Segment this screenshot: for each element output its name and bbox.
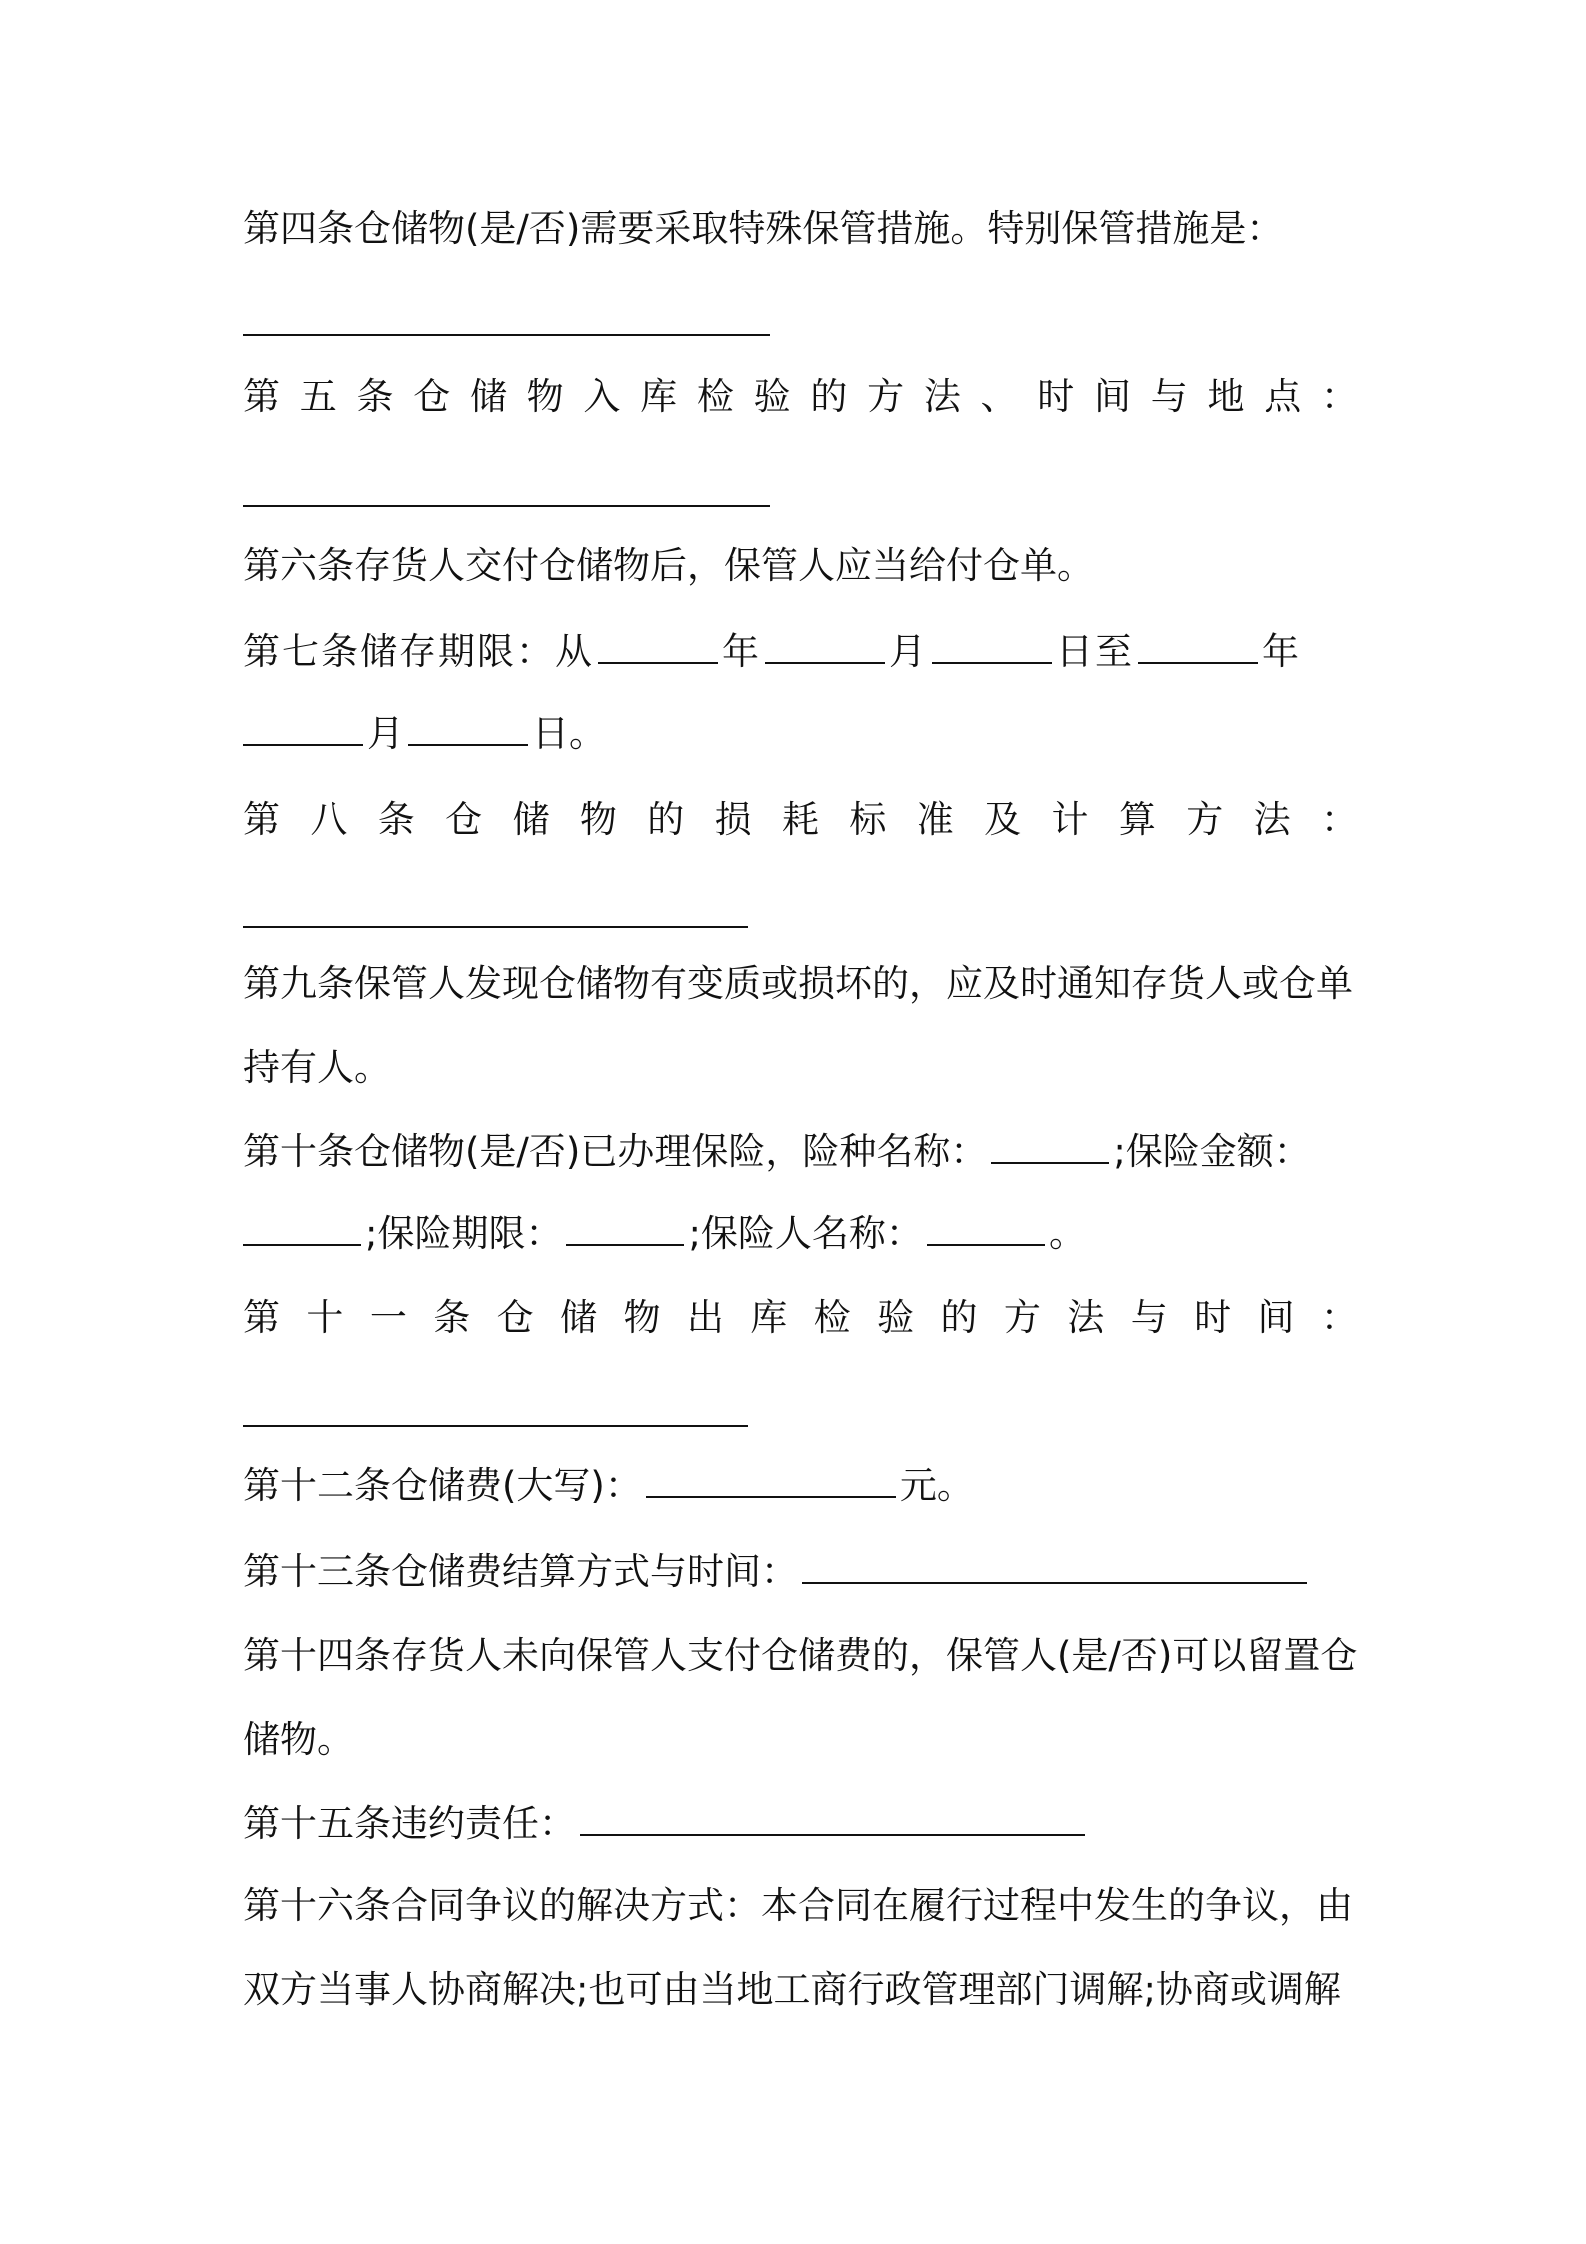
insurance-period-label: ;保险期限： (365, 1212, 563, 1255)
insurer-name-label: ;保险人名称： (688, 1212, 923, 1255)
char: 间 (1257, 1296, 1295, 1339)
year-label: 年 (722, 630, 761, 673)
char: 储 (560, 1296, 598, 1339)
char: 十 (306, 1296, 344, 1339)
char: 损 (714, 798, 752, 841)
year-blank (598, 626, 718, 664)
char: 算 (1118, 798, 1156, 841)
article-9-line-1: 第九条保管人发现仓储物有变质或损坏的，应及时通知存货人或仓单 (243, 962, 1353, 1005)
insurance-amount-blank (243, 1208, 361, 1246)
char: 仓 (496, 1296, 534, 1339)
char: 法 (1253, 798, 1291, 841)
article-15-label: 第十五条违约责任： (243, 1802, 576, 1845)
day2-blank (408, 708, 528, 746)
char: 与 (1150, 375, 1188, 418)
char: 方 (1186, 798, 1224, 841)
char: 物 (526, 375, 564, 418)
char: 的 (940, 1296, 978, 1339)
char: 库 (640, 375, 678, 418)
article-12-unit: 元。 (899, 1464, 974, 1507)
article-10-line-1 (243, 1126, 1358, 1178)
char: 方 (1003, 1296, 1041, 1339)
month-label: 月 (889, 630, 928, 673)
article-8-text (243, 794, 1358, 846)
char: 储 (469, 375, 507, 418)
char: 入 (583, 375, 621, 418)
article-11-blank (243, 1425, 748, 1427)
insurance-type-blank (991, 1126, 1109, 1164)
char: 法 (1067, 1296, 1105, 1339)
char: 时 (1194, 1296, 1232, 1339)
char: 验 (753, 375, 791, 418)
char: ： (1320, 1296, 1358, 1339)
char: 第 (243, 798, 280, 841)
char: 一 (369, 1296, 407, 1339)
storage-fee-blank (646, 1460, 896, 1498)
char: 与 (1130, 1296, 1168, 1339)
char: 验 (877, 1296, 915, 1339)
char: 库 (750, 1296, 788, 1339)
insurance-period-blank (566, 1208, 684, 1246)
year2-label: 年 (1262, 630, 1301, 673)
char: 法 (923, 375, 961, 418)
article-7-label: 第七条储存期限：从 (243, 630, 594, 673)
char: 仓 (413, 375, 451, 418)
char: 八 (310, 798, 348, 841)
article-16-line-2: 双方当事人协商解决;也可由当地工商行政管理部门调解;协商或调解 (243, 1968, 1341, 2011)
char: 检 (696, 375, 734, 418)
insurer-name-blank (927, 1208, 1045, 1246)
article-7-line-2 (243, 708, 1358, 760)
article-14-line-2: 储物。 (243, 1718, 354, 1761)
char: 地 (1207, 375, 1245, 418)
char: 物 (579, 798, 617, 841)
char: 条 (356, 375, 394, 418)
day2-label: 日。 (532, 712, 606, 755)
article-5-blank (243, 505, 770, 507)
article-8-blank (243, 926, 748, 928)
article-11-text (243, 1292, 1358, 1344)
article-14-line-1: 第十四条存货人未向保管人支付仓储费的，保管人(是/否)可以留置仓 (243, 1634, 1358, 1677)
month2-blank (243, 708, 363, 746)
char: 间 (1094, 375, 1132, 418)
char: 储 (512, 798, 550, 841)
article-4-text: 第四条仓储物(是/否)需要采取特殊保管措施。特别保管措施是： (243, 207, 1284, 250)
char: 准 (916, 798, 954, 841)
article-4-blank (243, 334, 770, 336)
liability-blank (580, 1798, 1085, 1836)
article-13-text (243, 1546, 1358, 1598)
article-15-text (243, 1798, 1358, 1850)
char: 五 (299, 375, 337, 418)
settlement-blank (802, 1546, 1307, 1584)
char: 方 (867, 375, 905, 418)
char: 物 (623, 1296, 661, 1339)
day-to-label: 日至 (1056, 630, 1134, 673)
char: 标 (849, 798, 887, 841)
char: 条 (433, 1296, 471, 1339)
month2-label: 月 (367, 712, 404, 755)
article-7-line-1 (243, 626, 1358, 678)
day-blank (932, 626, 1052, 664)
char: 检 (813, 1296, 851, 1339)
char: 及 (984, 798, 1022, 841)
char: 点 (1264, 375, 1302, 418)
char: 的 (647, 798, 685, 841)
article-10-line-2 (243, 1208, 1358, 1260)
char: 、 (980, 375, 1018, 418)
article-13-label: 第十三条仓储费结算方式与时间： (243, 1550, 798, 1593)
article-12-text (243, 1460, 1358, 1512)
char: 计 (1051, 798, 1089, 841)
char: 条 (377, 798, 415, 841)
article-9-line-2: 持有人。 (243, 1046, 391, 1089)
char: 第 (243, 1296, 280, 1339)
char: 耗 (782, 798, 819, 841)
char: 时 (1037, 375, 1075, 418)
article-6-text: 第六条存货人交付仓储物后，保管人应当给付仓单。 (243, 544, 1094, 587)
char: 的 (810, 375, 848, 418)
article-12-label: 第十二条仓储费(大写)： (243, 1464, 642, 1507)
year2-blank (1138, 626, 1258, 664)
month-blank (765, 626, 885, 664)
char: ： (1321, 798, 1358, 841)
article-5-text (243, 371, 1358, 423)
article-10-label: 第十条仓储物(是/否)已办理保险，险种名称： (243, 1130, 988, 1173)
article-10-end: 。 (1048, 1212, 1086, 1255)
insurance-amount-label: ;保险金额： (1113, 1130, 1311, 1173)
char: ： (1320, 375, 1358, 418)
char: 第 (243, 375, 280, 418)
char: 仓 (445, 798, 483, 841)
article-16-line-1: 第十六条合同争议的解决方式：本合同在履行过程中发生的争议，由 (243, 1884, 1353, 1927)
char: 出 (686, 1296, 724, 1339)
